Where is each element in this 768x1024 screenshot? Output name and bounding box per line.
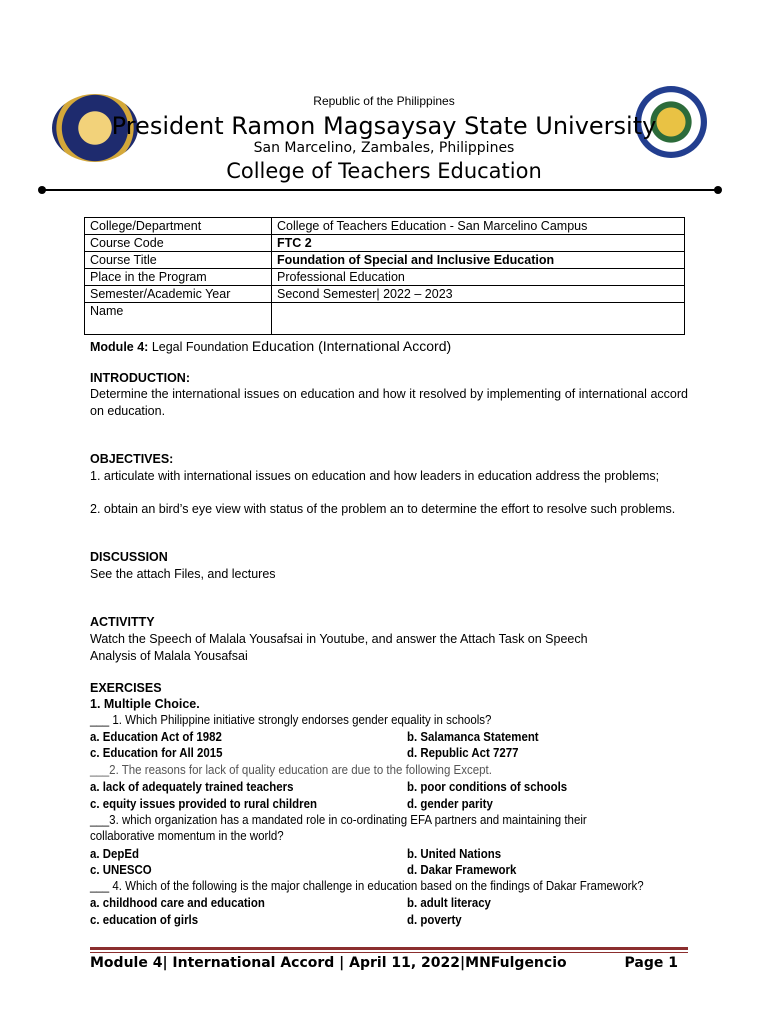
module-title [90, 338, 451, 354]
page-number: Page 1 [624, 955, 678, 971]
rule-right-dot [714, 186, 722, 194]
cell-label: Course Code [85, 235, 272, 252]
course-info-table [84, 217, 685, 335]
footer-rule-thin [90, 952, 688, 953]
choice-d: d. poverty [407, 912, 462, 927]
choice-b: b. adult literacy [407, 895, 491, 910]
choice-b: b. poor conditions of schools [407, 779, 568, 794]
footer-text: Module 4| International Accord | April 11, 2022|MNFulgencio [90, 955, 567, 971]
table-row [85, 286, 685, 303]
activity-text-line: Watch the Speech of Malala Yousafsai in Youtube, and answer the Attach Task on Speech [90, 632, 588, 646]
module-title-b: Education (International Accord) [251, 338, 452, 354]
discussion-heading: DISCUSSION [90, 550, 168, 564]
table-row [85, 269, 685, 286]
table-row [85, 303, 685, 335]
question-text: ___2. The reasons for lack of quality education are due to the following Except. [90, 763, 492, 777]
module-title-a: Legal Foundation [151, 340, 249, 354]
table-row [85, 252, 685, 269]
activity-text-line: Analysis of Malala Yousafsai [90, 649, 248, 663]
introduction-text: Determine the international issues on education and how it resolved by implementing of international accord on education. [90, 387, 688, 418]
page-footer [90, 955, 688, 971]
cell-label: Semester/Academic Year [85, 286, 272, 303]
university-name: President Ramon Magsaysay State University [111, 112, 657, 140]
exercises-heading: EXERCISES [90, 681, 162, 695]
discussion-text: See the attach Files, and lectures [90, 567, 276, 581]
objectives-heading: OBJECTIVES: [90, 452, 174, 466]
choice-c: c. equity issues provided to rural children [90, 796, 317, 811]
activity-heading: ACTIVITTY [90, 615, 155, 629]
choice-d: d. gender parity [407, 796, 493, 811]
choice-c: c. education of girls [90, 912, 199, 927]
choice-b: b. Salamanca Statement [407, 729, 539, 744]
cell-label: Place in the Program [85, 269, 272, 286]
cell-value: Foundation of Special and Inclusive Education [272, 252, 685, 269]
cell-label: College/Department [85, 218, 272, 235]
choice-d: d. Republic Act 7277 [407, 745, 519, 760]
objective-item: 2. obtain an bird’s eye view with status of the problem an to determine the effort to resolve such problems. [90, 502, 676, 516]
introduction-heading: INTRODUCTION: [90, 371, 190, 385]
cell-value: College of Teachers Education - San Marcelino Campus [272, 218, 685, 235]
cell-value: Second Semester| 2022 – 2023 [272, 286, 685, 303]
choice-c: c. UNESCO [90, 862, 152, 877]
question-text: ___ 1. Which Philippine initiative strongly endorses gender equality in schools? [90, 713, 492, 727]
cell-value: FTC 2 [272, 235, 685, 252]
choice-a: a. lack of adequately trained teachers [90, 779, 294, 794]
exercises-subheading: 1. Multiple Choice. [90, 697, 200, 711]
choice-a: a. Education Act of 1982 [90, 729, 222, 744]
choice-a: a. childhood care and education [90, 895, 265, 910]
module-prefix: Module 4: [90, 340, 149, 354]
footer-rule [90, 947, 688, 950]
table-row [85, 218, 685, 235]
cell-label: Course Title [85, 252, 272, 269]
choice-c: c. Education for All 2015 [90, 745, 223, 760]
question-text: ___3. which organization has a mandated role in co-ordinating EFA partners and maintaining their [90, 813, 587, 827]
choice-a: a. DepEd [90, 846, 139, 861]
objective-item: 1. articulate with international issues on education and how leaders in education address the problems; [90, 469, 660, 483]
republic-line: Republic of the Philippines [313, 94, 455, 108]
university-address: San Marcelino, Zambales, Philippines [253, 140, 515, 156]
cell-label: Name [85, 303, 272, 335]
name-field[interactable] [272, 303, 685, 335]
table-row [85, 235, 685, 252]
college-name: College of Teachers Education [226, 159, 542, 183]
question-text: ___ 4. Which of the following is the major challenge in education based on the findings of Dakar Framework? [90, 879, 644, 893]
cell-value: Professional Education [272, 269, 685, 286]
choice-d: d. Dakar Framework [407, 862, 517, 877]
choice-b: b. United Nations [407, 846, 502, 861]
question-text-cont: collaborative momentum in the world? [90, 829, 284, 843]
header-rule [42, 189, 718, 191]
